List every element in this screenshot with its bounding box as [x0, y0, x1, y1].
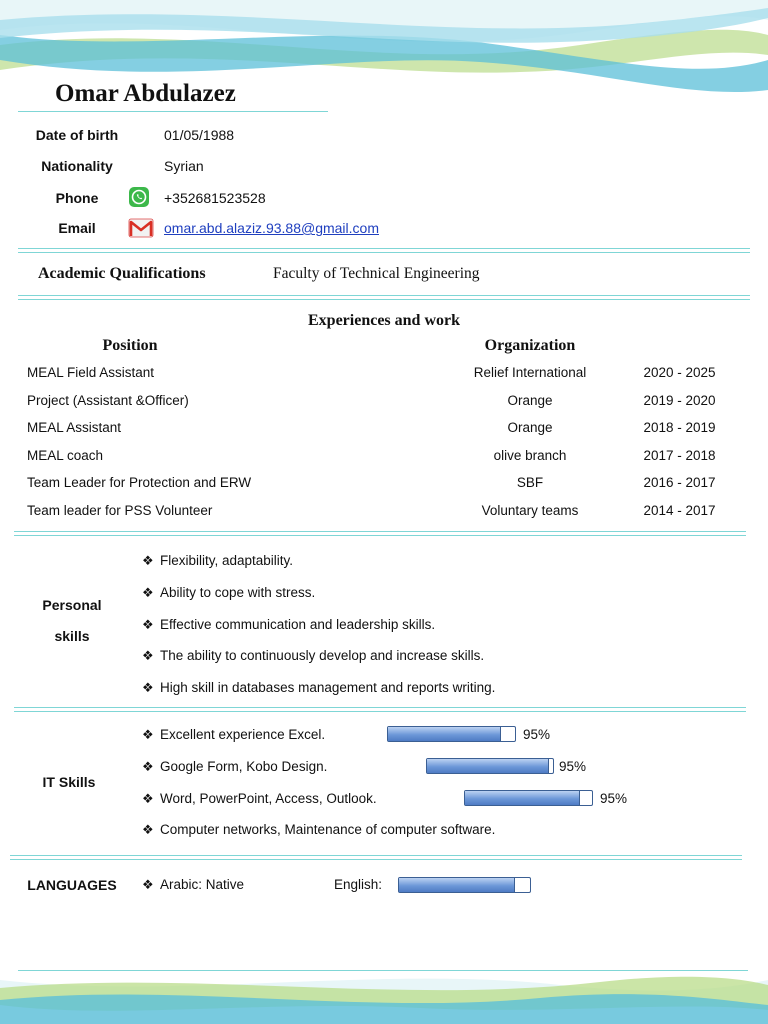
list-item: ❖ Excellent experience Excel.	[142, 727, 326, 742]
list-item: ❖ Computer networks, Maintenance of computer software.	[142, 822, 496, 837]
column-header-position: Position	[102, 337, 158, 354]
row-organization: olive branch	[493, 448, 567, 463]
skill-level-fill	[465, 791, 580, 805]
email-link[interactable]: omar.abd.alaziz.93.88@gmail.com	[164, 220, 379, 236]
list-item: ❖ Ability to cope with stress.	[142, 585, 316, 600]
row-years: 2014 - 2017	[643, 503, 716, 518]
row-years: 2020 - 2025	[643, 365, 716, 380]
list-item: ❖ Google Form, Kobo Design.	[142, 759, 328, 774]
divider-personal-skills-bottom	[14, 707, 746, 712]
list-item: ❖ High skill in databases management and reports writing.	[142, 680, 496, 695]
phone-value: +352681523528	[164, 190, 266, 206]
dob-value: 01/05/1988	[164, 127, 235, 143]
email-label: Email	[58, 220, 96, 236]
personal-skills-label-line1: Personal	[42, 597, 102, 613]
candidate-name: Omar Abdulazez	[55, 80, 236, 107]
row-organization: Relief International	[473, 365, 587, 380]
divider-it-skills-bottom	[10, 855, 742, 860]
skill-level-bar	[426, 758, 554, 774]
row-position: MEAL coach	[27, 448, 104, 463]
divider-academic-bottom	[18, 295, 750, 300]
diamond-bullet-icon: ❖	[142, 553, 154, 568]
skill-level-fill	[427, 759, 549, 773]
nationality-label: Nationality	[41, 158, 113, 174]
diamond-bullet-icon: ❖	[142, 727, 154, 742]
personal-skills-label-line2: skills	[54, 628, 90, 644]
diamond-bullet-icon: ❖	[142, 585, 154, 600]
diamond-bullet-icon: ❖	[142, 822, 154, 837]
diamond-bullet-icon: ❖	[142, 680, 154, 695]
english-level-bar	[398, 877, 531, 893]
skill-level-fill	[388, 727, 501, 741]
row-years: 2018 - 2019	[643, 420, 716, 435]
diamond-bullet-icon: ❖	[142, 791, 154, 806]
list-item: ❖ Effective communication and leadership skills.	[142, 617, 436, 632]
english-label: English:	[334, 877, 383, 892]
divider-academic-top	[18, 248, 750, 253]
languages-label: LANGUAGES	[27, 877, 117, 893]
row-years: 2019 - 2020	[643, 393, 716, 408]
column-header-organization: Organization	[484, 337, 576, 354]
divider-experience-bottom	[14, 531, 746, 536]
skill-percent: 95%	[523, 727, 551, 742]
row-organization: Voluntary teams	[481, 503, 579, 518]
whatsapp-icon	[128, 186, 150, 208]
skill-level-bar	[387, 726, 516, 742]
dob-label: Date of birth	[35, 127, 119, 143]
row-position: Team leader for PSS Volunteer	[27, 503, 213, 518]
row-position: MEAL Assistant	[27, 420, 122, 435]
row-organization: Orange	[507, 393, 553, 408]
row-years: 2016 - 2017	[643, 475, 716, 490]
phone-label: Phone	[55, 190, 99, 206]
it-skills-label: IT Skills	[42, 774, 96, 790]
diamond-bullet-icon: ❖	[142, 617, 154, 632]
academic-label: Academic Qualifications	[38, 265, 206, 282]
skill-percent: 95%	[559, 759, 587, 774]
gmail-icon	[128, 217, 154, 239]
list-item: ❖ Word, PowerPoint, Access, Outlook.	[142, 791, 377, 806]
row-organization: SBF	[516, 475, 544, 490]
list-item: ❖ The ability to continuously develop and increase skills.	[142, 648, 485, 663]
nationality-value: Syrian	[164, 158, 204, 174]
english-level-fill	[399, 878, 515, 892]
skill-level-bar	[464, 790, 593, 806]
skill-percent: 95%	[600, 791, 628, 806]
footer-divider	[18, 970, 748, 971]
row-years: 2017 - 2018	[643, 448, 716, 463]
row-organization: Orange	[507, 420, 553, 435]
name-underline	[18, 111, 328, 112]
diamond-bullet-icon: ❖	[142, 759, 154, 774]
diamond-bullet-icon: ❖	[142, 648, 154, 663]
list-item: ❖ Arabic: Native	[142, 877, 245, 892]
row-position: Project (Assistant &Officer)	[27, 393, 189, 408]
row-position: Team Leader for Protection and ERW	[27, 475, 252, 490]
row-position: MEAL Field Assistant	[27, 365, 155, 380]
diamond-bullet-icon: ❖	[142, 877, 154, 892]
academic-value: Faculty of Technical Engineering	[273, 265, 480, 282]
experience-title: Experiences and work	[308, 312, 460, 329]
list-item: ❖ Flexibility, adaptability.	[142, 553, 294, 568]
